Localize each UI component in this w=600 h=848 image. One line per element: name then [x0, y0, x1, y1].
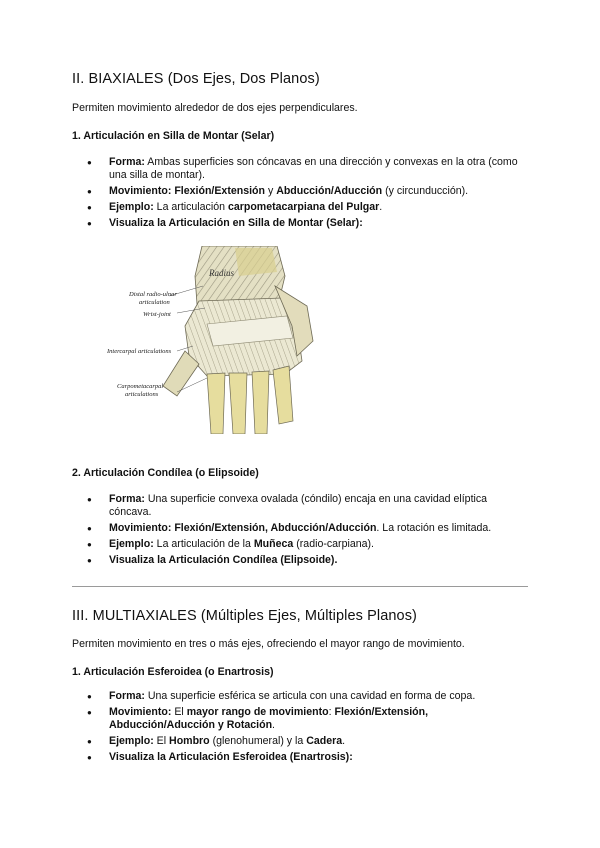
figure-label-radio-ulnar: Distal radio-ulnar articulation	[129, 291, 177, 306]
list-item: ● Ejemplo: La articulación de la Muñeca (radio-carpiana).	[72, 538, 532, 551]
section-heading-multiaxiales: III. MULTIAXIALES (Múltiples Ejes, Múltiples Planos)	[72, 608, 417, 624]
wrist-anatomy-illustration	[107, 246, 357, 434]
list-item: ● Movimiento: Flexión/Extensión y Abducción/Aducción (y circunducción).	[72, 185, 532, 198]
figure-label-intercarpal: Intercarpal articulations	[107, 348, 172, 355]
section-intro: Permiten movimiento alrededor de dos ejes perpendiculares.	[72, 102, 358, 114]
section-heading-biaxiales: II. BIAXIALES (Dos Ejes, Dos Planos)	[72, 71, 320, 87]
list-item: ● Visualiza la Articulación Esferoidea (Enartrosis):	[72, 751, 532, 764]
list-item: ● Movimiento: Flexión/Extensión, Abducción/Aducción. La rotación es limitada.	[72, 522, 532, 535]
list-item: ● Movimiento: El mayor rango de movimiento: Flexión/Extensión, Abducción/Aducción y Rotación.	[72, 706, 532, 732]
bullet-list-esferoidea	[72, 690, 532, 767]
wrist-anatomy-figure	[107, 246, 357, 434]
figure-label-carpometacarpal: Carpometacarpal articulations	[117, 383, 164, 398]
list-item: ● Visualiza la Articulación en Silla de Montar (Selar):	[72, 217, 532, 230]
subsection-heading-condilea: 2. Articulación Condílea (o Elipsoide)	[72, 467, 259, 479]
list-item: ● Forma: Ambas superficies son cóncavas en una dirección y convexas en la otra (como una silla de montar).	[72, 156, 532, 182]
subsection-heading-selar: 1. Articulación en Silla de Montar (Selar)	[72, 130, 275, 142]
section-intro: Permiten movimiento en tres o más ejes, ofreciendo el mayor rango de movimiento.	[72, 638, 465, 650]
figure-label-wrist-joint: Wrist-joint	[143, 311, 171, 318]
subsection-heading-esferoidea: 1. Articulación Esferoidea (o Enartrosis)	[72, 666, 274, 678]
list-item: ● Visualiza la Articulación Condílea (Elipsoide).	[72, 554, 532, 567]
radius-label: Radius	[209, 268, 235, 278]
section-divider	[72, 586, 528, 587]
bullet-list-selar	[72, 156, 532, 233]
list-item: ● Forma: Una superficie esférica se articula con una cavidad en forma de copa.	[72, 690, 532, 703]
list-item: ● Ejemplo: La articulación carpometacarpiana del Pulgar.	[72, 201, 532, 214]
list-item: ● Forma: Una superficie convexa ovalada (cóndilo) encaja en una cavidad elíptica cóncava.	[72, 493, 532, 519]
bullet-list-condilea	[72, 493, 532, 570]
list-item: ● Ejemplo: El Hombro (glenohumeral) y la Cadera.	[72, 735, 532, 748]
